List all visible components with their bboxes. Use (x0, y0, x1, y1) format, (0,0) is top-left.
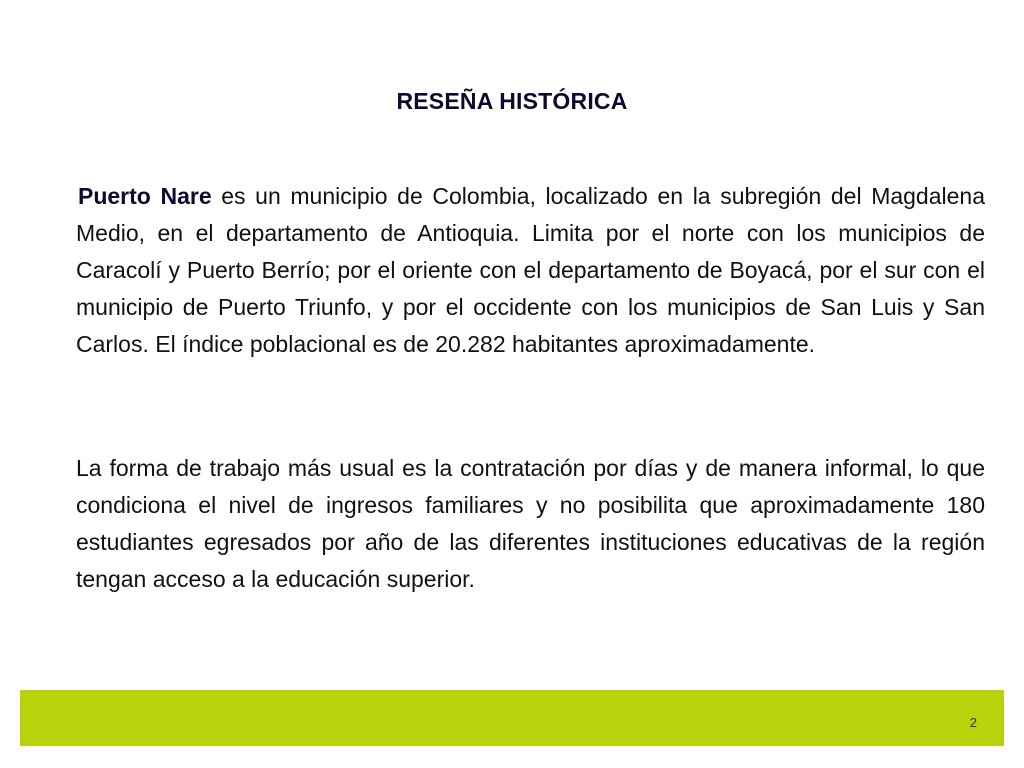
slide-title: RESEÑA HISTÓRICA (396, 88, 628, 114)
page-number: 2 (969, 715, 977, 730)
paragraph-lead-bold: Puerto Nare (78, 183, 212, 209)
paragraph-history-text: es un municipio de Colombia, localizado en la subregión del Magdalena Medio, en el departamento de Antioquia. Limita por el norte con los municipios de Caracolí y Puerto Berrío; por el oriente con el departamento de Boyacá, por el sur con el municipio de Puerto Triunfo, y por el occidente con los municipios de San Luis y San Carlos. El índice poblacional es de 20.282 habitantes aproximadamente. (76, 183, 986, 357)
footer-bar (20, 690, 1004, 746)
paragraph-history (76, 178, 985, 363)
paragraph-work: La forma de trabajo más usual es la contratación por días y de manera informal, lo que condiciona el nivel de ingresos familiares y no posibilita que aproximadamente 180 estudiantes egresados por año de las diferentes instituciones educativas de la región tengan acceso a la educación superior. (76, 455, 985, 592)
